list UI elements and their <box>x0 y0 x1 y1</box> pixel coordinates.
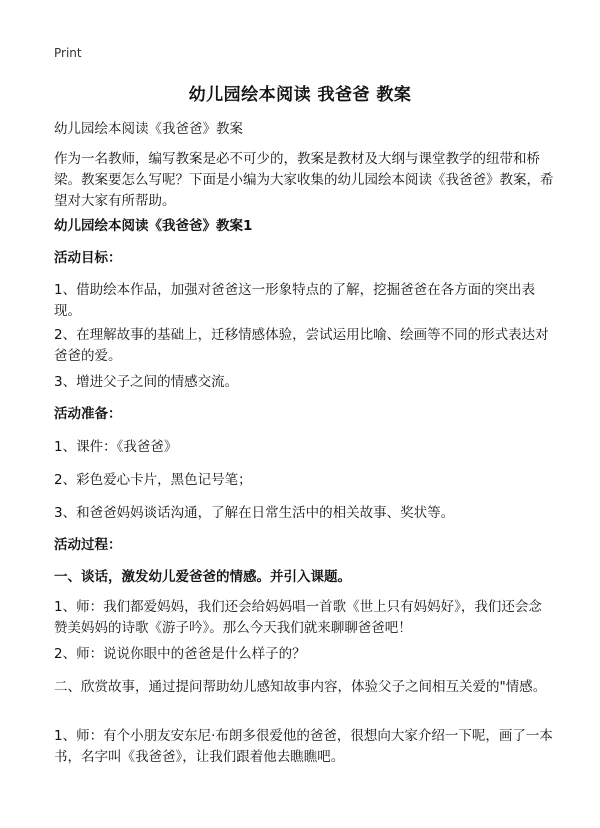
process-step-2-heading: 二、欣赏故事，通过提问帮助幼儿感知故事内容，体验父子之间相互关爱的"情感。 <box>54 679 547 695</box>
process-step-1-item-1: 1、师：我们都爱妈妈，我们还会给妈妈唱一首歌《世上只有妈妈好》，我们还会念赞美妈妈的诗歌《游子吟》。那么今天我们就来聊聊爸爸吧！ <box>54 599 542 636</box>
subtitle-paragraph: 幼儿园绘本阅读《我爸爸》教案 <box>54 121 243 137</box>
process-step-1-item-2: 2、师：说说你眼中的爸爸是什么样子的？ <box>54 646 306 662</box>
intro-paragraph: 作为一名教师，编写教案是必不可少的，教案是教材及大纲与课堂教学的纽带和桥梁。教案要怎么写呢？下面是小编为大家收集的幼儿园绘本阅读《我爸爸》教案，希望对大家有所帮助。 <box>54 151 554 209</box>
preparation-item-3: 3、和爸爸妈妈谈话沟通，了解在日常生活中的相关故事、奖状等。 <box>54 505 455 521</box>
process-step-1-heading: 一、谈话，激发幼儿爱爸爸的情感。并引入课题。 <box>54 569 351 585</box>
goal-item-3: 3、增进父子之间的情感交流。 <box>54 374 239 390</box>
section-heading: 幼儿园绘本阅读《我爸爸》教案1 <box>54 218 253 234</box>
preparation-heading: 活动准备： <box>54 406 122 422</box>
goal-item-2: 2、在理解故事的基础上，迁移情感体验，尝试运用比喻、绘画等不同的形式表达对爸爸的爱。 <box>54 327 549 364</box>
goals-heading: 活动目标： <box>54 250 122 266</box>
document-title: 幼儿园绘本阅读 我爸爸 教案 <box>188 85 412 105</box>
preparation-item-1: 1、课件：《我爸爸》 <box>54 439 178 455</box>
preparation-item-2: 2、彩色爱心卡片，黑色记号笔； <box>54 472 252 488</box>
process-step-2-item-1: 1、师：有个小朋友安东尼·布朗多很爱他的爸爸，很想向大家介绍一下呢，画了一本书，名字叫《我爸爸》，让我们跟着他去瞧瞧吧。 <box>54 728 553 765</box>
process-heading: 活动过程： <box>54 537 122 553</box>
print-link[interactable]: Print <box>54 46 82 60</box>
goal-item-1: 1、借助绘本作品，加强对爸爸这一形象特点的了解，挖掘爸爸在各方面的突出表现。 <box>54 282 536 319</box>
